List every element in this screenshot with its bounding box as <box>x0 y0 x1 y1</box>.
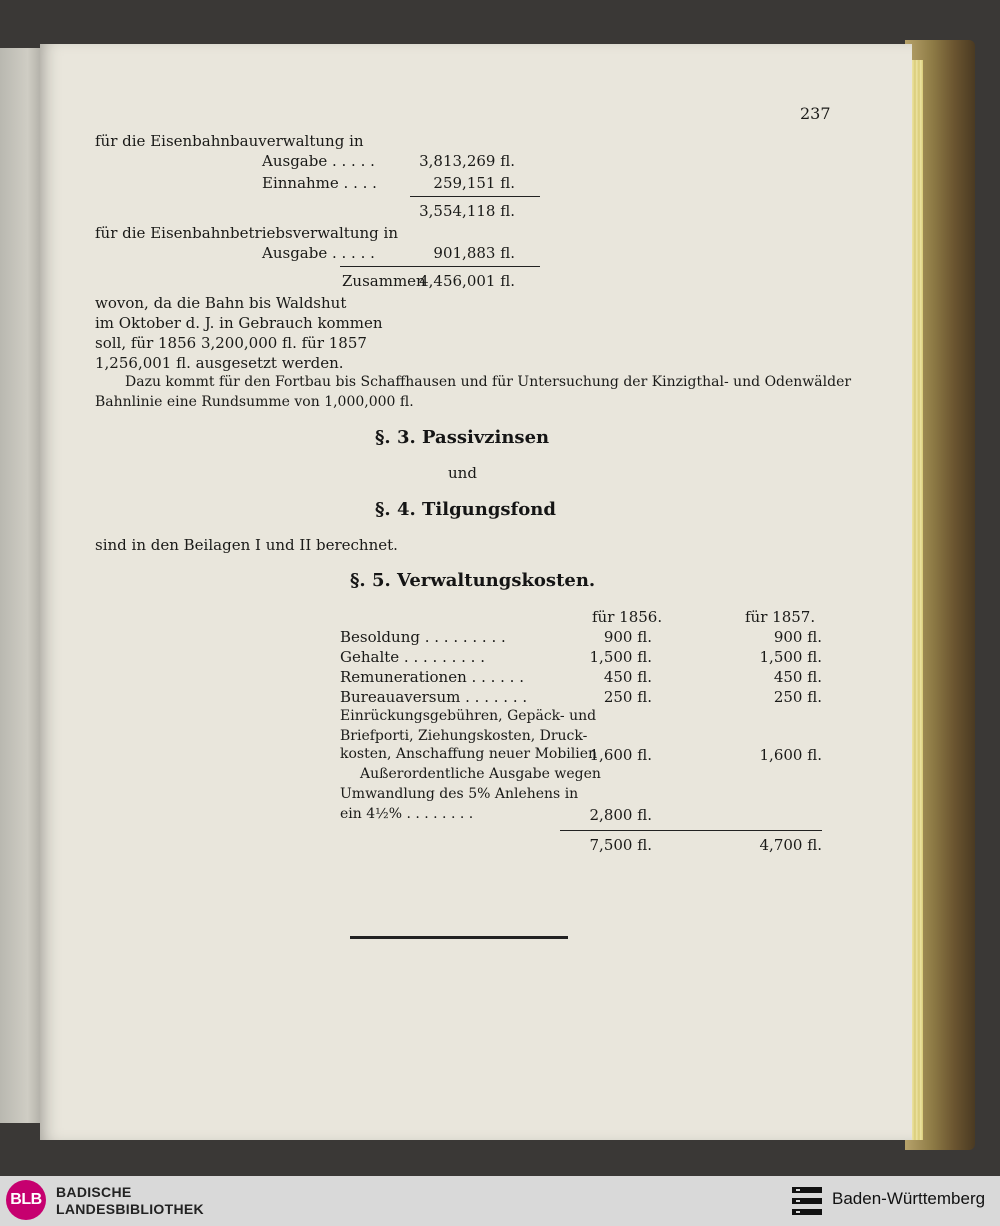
note-line: im Oktober d. J. in Gebrauch kommen <box>95 314 383 332</box>
cost-row-label: Remunerationen . . . . . . <box>340 668 524 686</box>
cost-row-label: Bureauaversum . . . . . . . <box>340 688 528 706</box>
ausgabe2-value: 901,883 fl. <box>433 244 515 262</box>
column-header-1856: für 1856. <box>592 608 663 626</box>
end-rule <box>350 936 568 939</box>
blb-name-line2: LANDESBIBLIOTHEK <box>56 1201 204 1217</box>
cost-multi-line: Briefporti, Ziehungskosten, Druck- <box>340 728 588 744</box>
total-1857: 4,700 fl. <box>759 836 822 854</box>
cost-row-1857: 900 fl. <box>773 628 822 646</box>
baden-wuerttemberg-lion-icon <box>790 1184 824 1218</box>
cost-row-label: Besoldung . . . . . . . . . <box>340 628 506 646</box>
book-page <box>40 44 912 1140</box>
zusammen-value: 4,456,001 fl. <box>419 272 515 290</box>
dazu-line: Bahnlinie eine Rundsumme von 1,000,000 fl. <box>95 394 414 410</box>
intro-line-2: für die Eisenbahnbetriebsverwaltung in <box>95 224 398 242</box>
subtotal-rule <box>410 196 540 197</box>
subtotal-value: 3,554,118 fl. <box>419 202 515 220</box>
footer-bar <box>0 1176 1000 1226</box>
ausgabe-value: 3,813,269 fl. <box>419 152 515 170</box>
cost-extra-line: Umwandlung des 5% Anlehens in <box>340 786 579 802</box>
cost-row-1856: 1,500 fl. <box>589 648 652 666</box>
cost-multi-1857: 1,600 fl. <box>759 746 822 764</box>
cost-extra-line: Außerordentliche Ausgabe wegen <box>360 766 601 782</box>
note-line: 1,256,001 fl. ausgesetzt werden. <box>95 354 344 372</box>
section-4-heading: §. 4. Tilgungsfond <box>375 499 556 520</box>
einnahme-value: 259,151 fl. <box>433 174 515 192</box>
total-1856: 7,500 fl. <box>589 836 652 854</box>
dazu-line: Dazu kommt für den Fortbau bis Schaffhausen und für Untersuchung der Kinzigthal- und Odenwälder <box>125 374 852 390</box>
cost-row-1856: 900 fl. <box>603 628 652 646</box>
cost-row-1856: 250 fl. <box>603 688 652 706</box>
beilagen-text: sind in den Beilagen I und II berechnet. <box>95 536 398 554</box>
section-5-heading: §. 5. Verwaltungskosten. <box>350 570 596 591</box>
cost-extra-line: ein 4½% . . . . . . . . <box>340 806 474 822</box>
intro-line-1: für die Eisenbahnbauverwaltung in <box>95 132 364 150</box>
cost-row-label: Gehalte . . . . . . . . . <box>340 648 485 666</box>
ausgabe2-label: Ausgabe . . . . . <box>262 244 375 262</box>
cost-row-1857: 450 fl. <box>773 668 822 686</box>
column-header-1857: für 1857. <box>745 608 816 626</box>
note-line: soll, für 1856 3,200,000 fl. für 1857 <box>95 334 367 352</box>
section-3-heading: §. 3. Passivzinsen <box>375 427 550 448</box>
zusammen-rule <box>340 266 540 267</box>
page-number: 237 <box>800 104 831 123</box>
cost-row-1857: 250 fl. <box>773 688 822 706</box>
zusammen-label: Zusammen <box>342 272 426 290</box>
und-text: und <box>448 464 477 482</box>
cost-multi-line: kosten, Anschaffung neuer Mobilien <box>340 746 598 762</box>
cost-multi-1856: 1,600 fl. <box>589 746 652 764</box>
einnahme-label: Einnahme . . . . <box>262 174 377 192</box>
total-rule <box>560 830 822 831</box>
blb-logo[interactable]: BLB <box>6 1180 46 1220</box>
cost-row-1857: 1,500 fl. <box>759 648 822 666</box>
cost-row-1856: 450 fl. <box>603 668 652 686</box>
bw-label[interactable]: Baden-Württemberg <box>832 1189 986 1208</box>
cost-extra-1856: 2,800 fl. <box>589 806 652 824</box>
cost-multi-line: Einrückungsgebühren, Gepäck- und <box>340 708 597 724</box>
blb-name-line1: BADISCHE <box>56 1184 132 1200</box>
ausgabe-label: Ausgabe . . . . . <box>262 152 375 170</box>
note-line: wovon, da die Bahn bis Waldshut <box>95 294 347 312</box>
